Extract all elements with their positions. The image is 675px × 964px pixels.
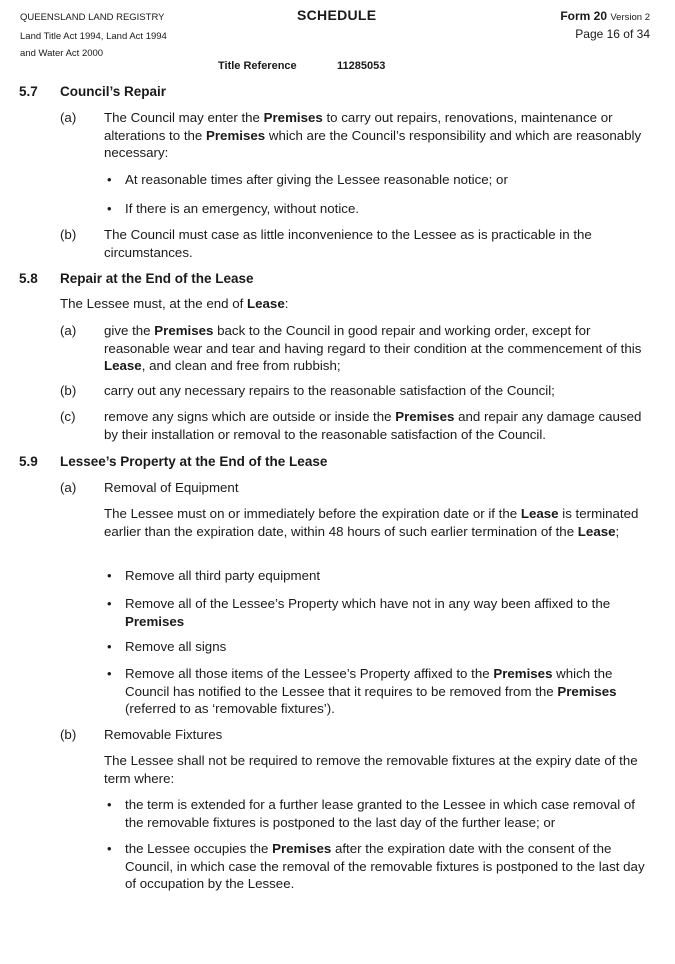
clause-text: carry out any necessary repairs to the reasonable satisfaction of the Council;: [104, 383, 555, 398]
bullet-icon: •: [107, 797, 112, 812]
form-number: Form 20: [560, 9, 608, 23]
clause-text: remove any signs which are outside or inside the Premises and repair any damage caused by their installation or removal to the reasonable satisfaction of the Council.: [104, 409, 642, 442]
clause-heading: Removable Fixtures: [104, 727, 223, 742]
clause-label: (b): [60, 727, 77, 742]
bullet-icon: •: [107, 841, 112, 856]
bullet-text: Remove all those items of the Lessee’s Property affixed to the Premises which the Council has notified to the Lessee that it requires to be removed from the Premises (referred to as ‘removable fixtures’).: [125, 666, 617, 716]
section-title: Lessee’s Property at the End of the Lease: [60, 454, 328, 469]
clause-text: The Lessee shall not be required to remove the removable fixtures at the expiry date of the term where:: [104, 753, 638, 786]
bullet-text: Remove all of the Lessee’s Property which have not in any way been affixed to the Premises: [125, 596, 611, 629]
section-title: Repair at the End of the Lease: [60, 271, 254, 286]
section-number: 5.9: [19, 454, 38, 469]
clause-text: The Council must case as little inconvenience to the Lessee as is practicable in the circumstances.: [104, 227, 592, 260]
section-number: 5.7: [19, 84, 38, 99]
section-number: 5.8: [19, 271, 38, 286]
clause-label: (a): [60, 323, 77, 338]
bullet-text: Remove all signs: [125, 639, 227, 654]
title-reference-label: Title Reference: [218, 60, 297, 72]
bullet-text: the Lessee occupies the Premises after the expiration date with the consent of the Council, in which case the removal of the removable fixtures is postponed to the last day of occupation by the Lessee.: [125, 841, 645, 891]
registry-name: QUEENSLAND LAND REGISTRY: [20, 12, 165, 23]
bullet-text: At reasonable times after giving the Lessee reasonable notice; or: [125, 172, 508, 187]
form-version: Version 2: [610, 12, 650, 23]
bullet-icon: •: [107, 639, 112, 654]
page-number: Page 16 of 34: [575, 27, 650, 41]
acts-line-1: Land Title Act 1994, Land Act 1994: [20, 31, 167, 42]
acts-line-2: and Water Act 2000: [20, 48, 104, 59]
bullet-icon: •: [107, 172, 112, 187]
clause-label: (a): [60, 480, 77, 495]
clause-label: (b): [60, 227, 77, 242]
bullet-text: the term is extended for a further lease granted to the Lessee in which case removal of the removable fixtures is postponed to the last day of the further lease; or: [125, 797, 635, 830]
bullet-icon: •: [107, 596, 112, 611]
title-reference-value: 11285053: [337, 60, 386, 72]
clause-text: The Lessee must on or immediately before the expiration date or if the Lease is terminated earlier than the expiration date, within 48 hours of such earlier termination of the Lease;: [104, 506, 639, 539]
clause-label: (b): [60, 383, 77, 398]
schedule-heading: SCHEDULE: [297, 7, 377, 23]
form-label: [560, 9, 650, 23]
bullet-text: If there is an emergency, without notice.: [125, 201, 360, 216]
section-intro: The Lessee must, at the end of Lease:: [60, 296, 289, 311]
clause-text: The Council may enter the Premises to carry out repairs, renovations, maintenance or alterations to the Premises which are the Council’s responsibility and which are reasonably necessary:: [104, 110, 642, 160]
bullet-icon: •: [107, 201, 112, 216]
clause-label: (a): [60, 110, 77, 125]
clause-text: give the Premises back to the Council in good repair and working order, except for reasonable wear and tear and having regard to their condition at the commencement of this Lease, and clean and free from rubbish;: [104, 323, 642, 373]
bullet-icon: •: [107, 568, 112, 583]
section-title: Council’s Repair: [60, 84, 167, 99]
bullet-icon: •: [107, 666, 112, 681]
clause-label: (c): [60, 409, 76, 424]
clause-heading: Removal of Equipment: [104, 480, 239, 495]
bullet-text: Remove all third party equipment: [125, 568, 321, 583]
